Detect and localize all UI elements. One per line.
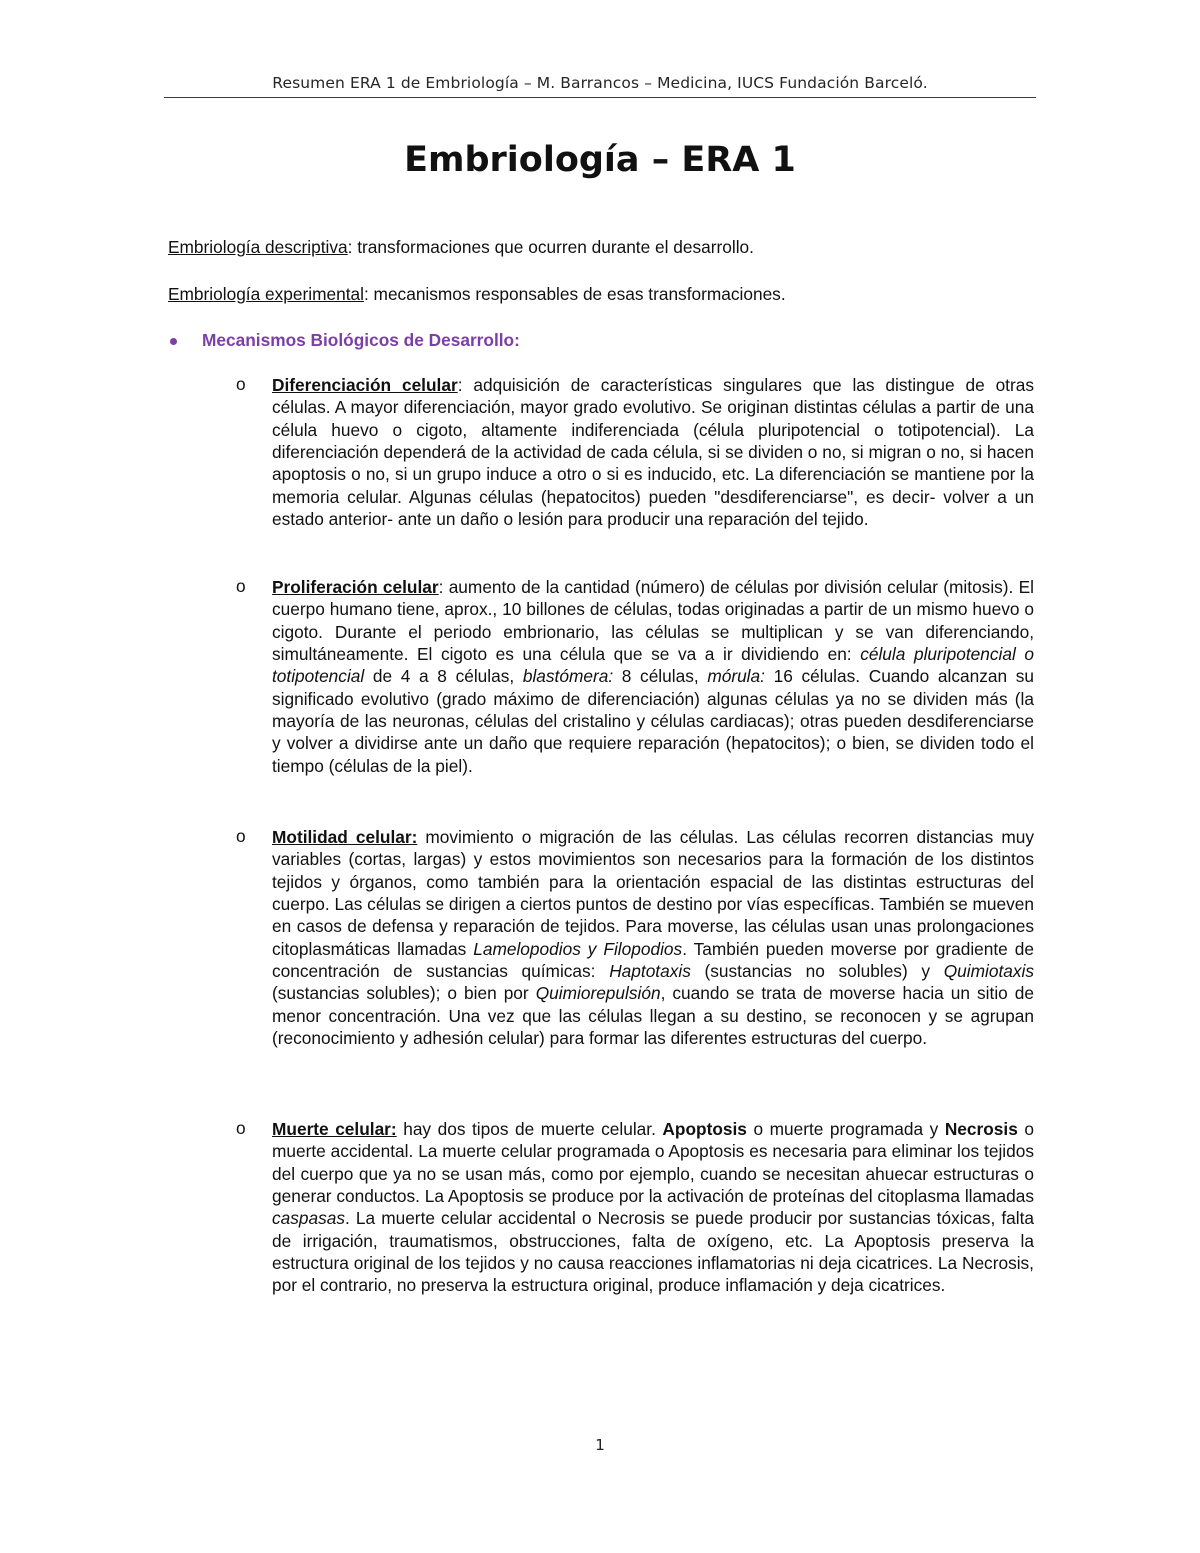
definition-descriptiva bbox=[168, 237, 754, 258]
definition-experimental bbox=[168, 284, 786, 305]
item-text-italic: Quimiotaxis bbox=[943, 961, 1034, 982]
item-text: . La muerte celular accidental o Necrosis se puede producir por sustancias tóxicas, falta de irrigación, traumatismos, obstrucciones, falta de oxígeno, etc. La Apoptosis preserva la estructura original de los tejidos y no causa reacciones inflamatorias ni deja cicatrices. La Necrosis, por el contrario, no preserva la estructura original, produce inflamación y deja cicatrices. bbox=[272, 1208, 1034, 1296]
item-text-italic: Lamelopodios y Filopodios bbox=[473, 938, 683, 959]
item-text-italic: célula pluripotencial o totipotencial bbox=[272, 644, 1034, 687]
item-text: o muerte accidental. La muerte celular programada o Apoptosis es necesaria para eliminar los tejidos del cuerpo que ya no se usan más, como por ejemplo, cuando se necesitan ahuecar estructuras o generar conductos. La Apoptosis se produce por la activación de proteínas del citoplasma llamadas bbox=[272, 1119, 1034, 1207]
item-term: Muerte celular: bbox=[272, 1119, 397, 1139]
bullet-dot-icon bbox=[170, 338, 177, 345]
item-text-italic: Haptotaxis bbox=[609, 961, 691, 982]
item-text-italic: caspasas bbox=[272, 1208, 346, 1229]
circle-bullet-icon: o bbox=[236, 1118, 246, 1138]
item-text: 8 células, bbox=[613, 666, 708, 687]
item-text: , cuando se trata de moverse hacia un sitio de menor concentración. Una vez que las células llegan a su destino, se reconocen y se agrupan (reconocimiento y adhesión celular) para formar las diferentes estructuras del cuerpo. bbox=[272, 983, 1035, 1049]
circle-bullet-icon: o bbox=[236, 374, 246, 394]
item-term: Proliferación celular bbox=[272, 577, 439, 597]
item-text: (sustancias no solubles) y bbox=[690, 961, 944, 982]
circle-bullet-icon: o bbox=[236, 826, 246, 846]
item-text-bold: Necrosis bbox=[944, 1119, 1018, 1139]
header-rule bbox=[164, 97, 1036, 98]
page-number: 1 bbox=[595, 1436, 605, 1454]
item-text-italic: Quimiorepulsión bbox=[535, 983, 661, 1004]
item-paragraph bbox=[272, 576, 1034, 777]
definition-label: Embriología experimental bbox=[168, 284, 364, 304]
page-title: Embriología – ERA 1 bbox=[404, 140, 796, 180]
definition-label: Embriología descriptiva bbox=[168, 237, 348, 257]
item-paragraph bbox=[272, 1118, 1034, 1297]
item-text: : aumento de la cantidad (número) de células por división celular (mitosis). El cuerpo humano tiene, aprox., 10 billones de células, todas originadas a partir de un mismo huevo o cigoto. Durante el periodo embrionario, las células se multiplican y se van diferenciando, simultáneamente. El cigoto es una célula que se va a ir dividiendo en: bbox=[272, 577, 1034, 665]
item-term: Diferenciación celular bbox=[272, 375, 458, 395]
item-text: 16 células. Cuando alcanzan su significado evolutivo (grado máximo de diferenciación) algunas células ya no se dividen más (la mayoría de las neuronas, células del cristalino y células cardiacas); otras pueden desdiferenciarse y volver a dividirse ante un daño que requiere reparación (hepatocitos); o bien, se dividen todo el tiempo (células de la piel). bbox=[272, 666, 1034, 776]
item-text-italic: blastómera: bbox=[522, 666, 614, 687]
item-paragraph bbox=[272, 826, 1034, 1049]
item-paragraph bbox=[272, 374, 1034, 530]
circle-bullet-icon: o bbox=[236, 576, 246, 596]
item-text-italic: mórula: bbox=[707, 666, 765, 687]
item-text: . También pueden moverse por gradiente de concentración de sustancias químicas: bbox=[272, 938, 1034, 982]
definition-text: : mecanismos responsables de esas transformaciones. bbox=[363, 284, 786, 304]
section-heading: Mecanismos Biológicos de Desarrollo: bbox=[202, 330, 520, 350]
definition-text: : transformaciones que ocurren durante el desarrollo. bbox=[347, 237, 754, 257]
item-text: movimiento o migración de las células. Las células recorren distancias muy variables (cortas, largas) y estos movimientos son necesarios para la formación de los distintos tejidos y órganos, como también para la orientación espacial de las distintas estructuras del cuerpo. Las células se dirigen a ciertos puntos de destino por vías específicas. También se mueven en casos de defensa y reparación de tejidos. Para moverse, las células usan unas prolongaciones citoplasmáticas llamadas bbox=[272, 827, 1034, 959]
item-text: (sustancias solubles); o bien por bbox=[272, 983, 536, 1004]
item-term: Motilidad celular: bbox=[272, 827, 418, 847]
item-text: : adquisición de características singulares que las distingue de otras células. A mayor diferenciación, mayor grado evolutivo. Se originan distintas células a partir de una célula huevo o cigoto, altamente indiferenciada (célula pluripotencial o totipotencial). La diferenciación dependerá de la actividad de cada célula, si se dividen o no, si migran o no, si hacen apoptosis o no, si un grupo induce a otro o si es inducido, etc. La diferenciación se mantiene por la memoria celular. Algunas células (hepatocitos) pueden "desdiferenciarse", es decir- volver a un estado anterior- ante un daño o lesión para producir una reparación del tejido. bbox=[272, 375, 1034, 530]
item-text: o muerte programada y bbox=[746, 1119, 945, 1139]
running-header: Resumen ERA 1 de Embriología – M. Barrancos – Medicina, IUCS Fundación Barceló. bbox=[272, 74, 928, 92]
item-text: hay dos tipos de muerte celular. bbox=[396, 1119, 663, 1139]
item-text: de 4 a 8 células, bbox=[364, 666, 523, 687]
item-text-bold: Apoptosis bbox=[662, 1119, 747, 1139]
